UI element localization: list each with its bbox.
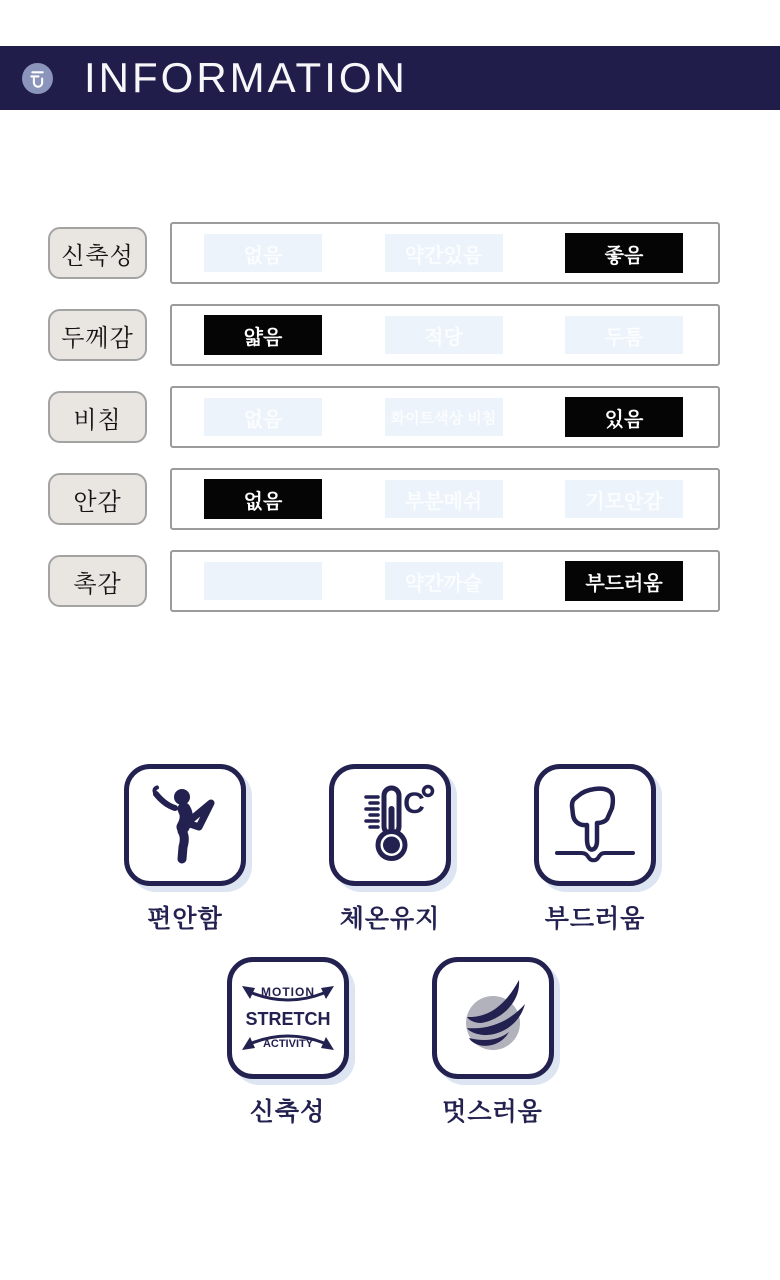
attribute-option-bar — [170, 550, 720, 612]
option-chip: 기모안감 — [565, 480, 683, 518]
option-chip: 화이트색상 비침 — [385, 398, 503, 436]
celsius-letter: C — [403, 787, 425, 820]
feature-row-1 — [0, 764, 780, 935]
option-chip: 약간있음 — [385, 234, 503, 272]
page-title: INFORMATION — [84, 54, 408, 101]
thermometer-icon — [329, 764, 451, 886]
attribute-label: 안감 — [48, 473, 147, 525]
attribute-row-lining — [48, 468, 720, 530]
feature-style — [432, 957, 554, 1128]
wing-swoosh-icon — [432, 957, 554, 1079]
attribute-row-stretch — [48, 222, 720, 284]
attribute-row-texture — [48, 550, 720, 612]
activity-word: ACTIVITY — [262, 1038, 313, 1050]
attribute-option-bar — [170, 386, 720, 448]
attribute-row-thickness — [48, 304, 720, 366]
option-chip: 없음 — [204, 398, 322, 436]
option-chip: 없음 — [204, 234, 322, 272]
yoga-figure-icon — [124, 764, 246, 886]
feature-label: 신축성 — [249, 1098, 326, 1126]
attribute-option-bar — [170, 304, 720, 366]
option-chip: 약간까슬 — [385, 562, 503, 600]
attribute-label: 촉감 — [48, 555, 147, 607]
feature-label: 편안함 — [147, 905, 223, 933]
hand-touch-icon — [534, 764, 656, 886]
attribute-label: 두께감 — [48, 309, 147, 361]
option-chip: 부분메쉬 — [385, 480, 503, 518]
attribute-row-sheerness — [48, 386, 720, 448]
option-chip-selected: 부드러움 — [565, 561, 683, 601]
option-chip-selected: 얇음 — [204, 315, 322, 355]
feature-row-2 — [0, 957, 780, 1128]
option-chip-selected: 없음 — [204, 479, 322, 519]
attribute-option-bar — [170, 222, 720, 284]
top-whitespace — [0, 0, 780, 46]
attribute-label: 비침 — [48, 391, 147, 443]
feature-label: 부드러움 — [544, 905, 646, 933]
option-chip: 적당 — [385, 316, 503, 354]
attribute-rows — [48, 222, 720, 612]
stretch-arrows-icon — [227, 957, 349, 1079]
feature-warmth — [329, 764, 451, 935]
motion-word: MOTION — [260, 985, 315, 999]
information-header-bar — [0, 46, 780, 110]
stretch-word: STRETCH — [245, 1009, 330, 1029]
attribute-option-bar — [170, 468, 720, 530]
feature-label: 체온유지 — [339, 905, 441, 933]
feature-softness — [534, 764, 656, 935]
option-chip-selected: 있음 — [565, 397, 683, 437]
option-chip-selected: 좋음 — [565, 233, 683, 273]
brand-logo-icon — [22, 63, 53, 94]
option-chip: 두툼 — [565, 316, 683, 354]
attribute-label: 신축성 — [48, 227, 147, 279]
feature-stretch — [227, 957, 349, 1128]
feature-label: 멋스러움 — [442, 1098, 543, 1126]
option-chip — [204, 562, 322, 600]
feature-icons-section — [0, 764, 780, 1128]
feature-comfort — [124, 764, 246, 935]
